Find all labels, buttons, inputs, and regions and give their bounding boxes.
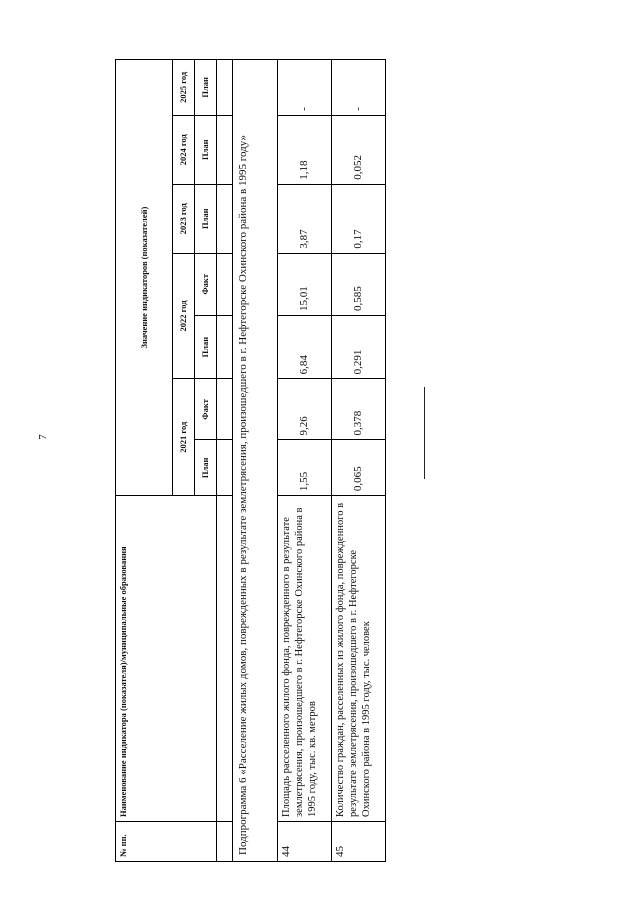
value-2021-fact: 0,378: [332, 379, 386, 440]
value-2022-plan: 6,84: [278, 315, 332, 378]
value-2021-plan: 0,065: [332, 440, 386, 496]
value-2025-plan: -: [278, 60, 332, 116]
value-2023-plan: 3,87: [278, 184, 332, 253]
indicators-table: [115, 59, 386, 862]
row-number: 44: [278, 821, 332, 861]
value-2021-plan: 1,55: [278, 440, 332, 496]
plan-header: План: [195, 60, 217, 116]
plan-header: План: [195, 184, 217, 253]
value-2024-plan: 0,052: [332, 115, 386, 184]
col-num-header: № пп.: [116, 821, 217, 861]
table-row: [278, 60, 332, 862]
rotated-table-wrapper: [115, 59, 373, 862]
value-2022-fact: 15,01: [278, 253, 332, 315]
indicators-group-header: Значение индикаторов (показателей): [116, 60, 173, 496]
fact-header: Факт: [195, 379, 217, 440]
signature-line: [424, 387, 425, 479]
subprogram-title: Подпрограмма 6 «Расселение жилых домов, поврежденных в результате землетрясения, произошедшего в г. Нефтегорске Охинского района в 1995 году»: [233, 60, 278, 862]
value-2025-plan: -: [332, 60, 386, 116]
value-2024-plan: 1,18: [278, 115, 332, 184]
value-2022-fact: 0,585: [332, 253, 386, 315]
table-row: [332, 60, 386, 862]
row-indicator-name: Площадь расселенного жилого фонда, поврежденного в результате землетрясения, произошедшего в г. Нефтегорске Охинского района в 1995 году, тыс. кв. метров: [278, 496, 332, 822]
year-2021-header: 2021 год: [173, 379, 195, 496]
year-2023-header: 2023 год: [173, 184, 195, 253]
fact-header: Факт: [195, 253, 217, 315]
row-number: 45: [332, 821, 386, 861]
year-2025-header: 2025 год: [173, 60, 195, 116]
page-number: 7: [36, 434, 49, 440]
plan-header: План: [195, 315, 217, 378]
empty-row: [217, 60, 233, 862]
subprogram-row: [233, 60, 278, 862]
value-2023-plan: 0,17: [332, 184, 386, 253]
row-indicator-name: Количество граждан, расселенных из жилого фонда, поврежденного в результате землетрясения, произошедшего в г. Нефтегорске Охинского района в 1995 году, тыс. человек: [332, 496, 386, 822]
plan-header: План: [195, 440, 217, 496]
year-2024-header: 2024 год: [173, 115, 195, 184]
value-2022-plan: 0,291: [332, 315, 386, 378]
plan-header: План: [195, 115, 217, 184]
year-2022-header: 2022 год: [173, 253, 195, 379]
col-name-header: Наименование индикатора (показателя)/муниципальные образования: [116, 496, 217, 822]
value-2021-fact: 9,26: [278, 379, 332, 440]
